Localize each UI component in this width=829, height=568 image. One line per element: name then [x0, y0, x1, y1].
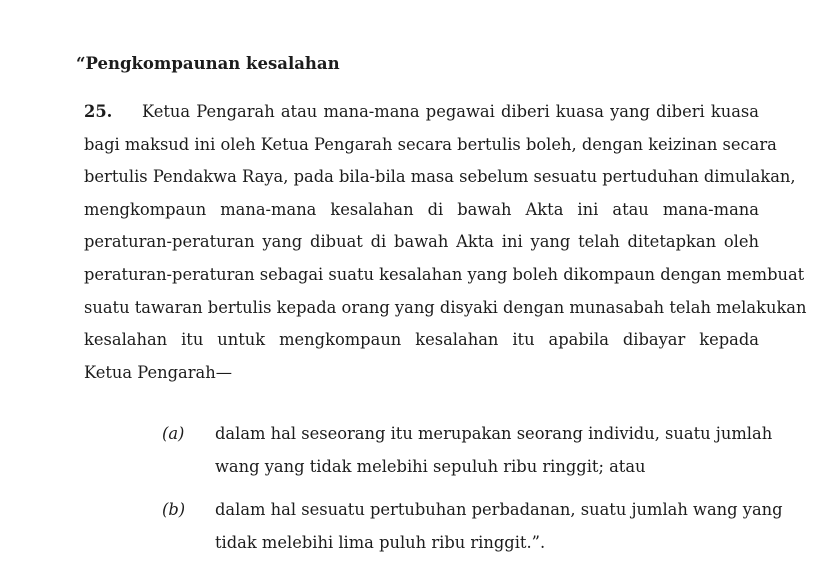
- section-line-5: peraturan-peraturan yang dibuat di bawah Akta ini yang telah ditetapkan oleh: [84, 232, 759, 252]
- section-number: 25.: [84, 102, 113, 121]
- section-line-9: Ketua Pengarah—: [84, 362, 233, 382]
- paragraph-a-line-2: wang yang tidak melebihi sepuluh ribu ringgit; atau: [215, 456, 646, 476]
- paragraph-label-a: (a): [162, 424, 185, 443]
- paragraph-label-b: (b): [162, 500, 186, 519]
- section-line-4: mengkompaun mana-mana kesalahan di bawah Akta ini atau mana-mana: [84, 199, 759, 219]
- section-line-6: peraturan-peraturan sebagai suatu kesalahan yang boleh dikompaun dengan membuat: [84, 264, 805, 284]
- section-line-3: bertulis Pendakwa Raya, pada bila-bila masa sebelum sesuatu pertuduhan dimulakan,: [84, 167, 796, 187]
- section-body: [84, 96, 807, 389]
- paragraph-text-a: [215, 418, 773, 483]
- section-line-text: Ketua Pengarah atau mana-mana pegawai diberi kuasa yang diberi kuasa: [142, 102, 759, 121]
- paragraph-b-line-2: tidak melebihi lima puluh ribu ringgit.”.: [215, 532, 546, 552]
- paragraph-b-line-1: dalam hal sesuatu pertubuhan perbadanan, suatu jumlah wang yang: [215, 500, 783, 519]
- section-line-2: bagi maksud ini oleh Ketua Pengarah secara bertulis boleh, dengan keizinan secara: [84, 134, 777, 154]
- section-line-8: kesalahan itu untuk mengkompaun kesalahan itu apabila dibayar kepada: [84, 330, 759, 350]
- section-heading: “Pengkompaunan kesalahan: [76, 54, 340, 73]
- paragraph-text-b: [215, 494, 783, 559]
- section-line-7: suatu tawaran bertulis kepada orang yang disyaki dengan munasabah telah melakukan: [84, 297, 807, 317]
- section-line-1: [84, 96, 759, 129]
- paragraph-a-line-1: dalam hal seseorang itu merupakan seorang individu, suatu jumlah: [215, 424, 773, 443]
